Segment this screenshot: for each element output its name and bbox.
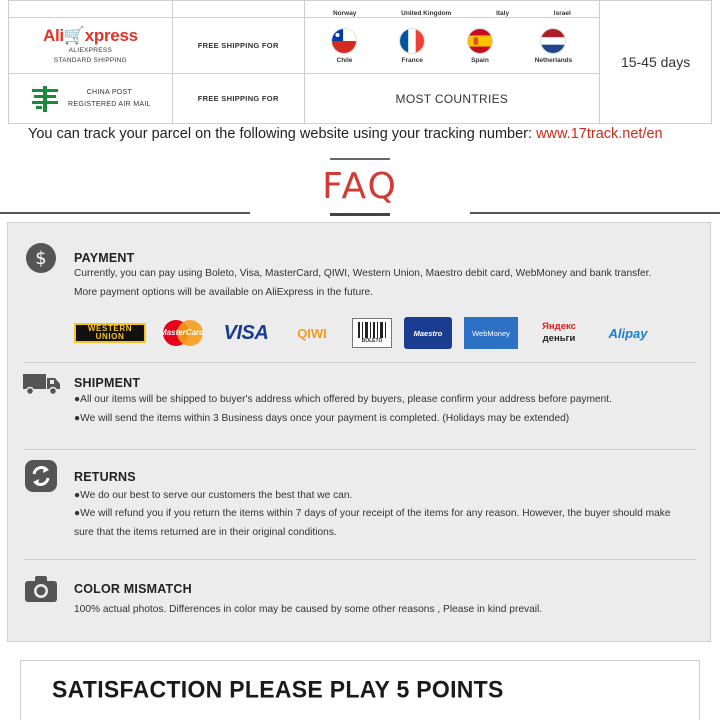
netherlands-flag-icon	[540, 28, 566, 54]
returns-title: RETURNS	[74, 470, 136, 484]
china-post-logo-icon	[30, 84, 60, 114]
tracking-info: You can track your parcel on the following website using your tracking number: www.17track.net/en	[28, 126, 663, 142]
boleto-logo: BOLETO	[352, 318, 392, 348]
faq-bottom-divider	[330, 213, 390, 216]
returns-section	[8, 450, 710, 560]
flag-france: France	[399, 28, 425, 64]
barcode-icon	[357, 322, 387, 338]
shipment-line1: ●All our items will be shipped to buyer's address which offered by buyers, please confirm your address before payment.	[74, 394, 612, 405]
payment-logos	[74, 316, 674, 350]
aliexpress-logo: Ali🛒xpress	[43, 25, 138, 45]
payment-text: Currently, you can pay using Boleto, Visa, MasterCard, QIWI, Western Union, Maestro debit card, WebMoney and bank transfer. More payment options will be available on AliExpress in the future.	[74, 268, 652, 298]
aliexpress-line2: STANDARD SHIPPING	[53, 56, 128, 64]
shipment-line2: ●We will send the items within 3 Business days once your payment is completed. (Holidays may be extended)	[74, 413, 570, 424]
flag-chile: Chile	[331, 28, 357, 64]
refresh-icon	[25, 460, 57, 492]
returns-line1: ●We do our best to serve our customers the best that we can.	[74, 490, 353, 501]
camera-icon	[24, 575, 58, 603]
payment-section	[8, 223, 710, 365]
flag-spain: Spain	[467, 28, 493, 64]
faq-left-divider	[0, 212, 250, 214]
shipment-section	[8, 363, 710, 451]
satisfaction-text: SATISFACTION PLEASE PLAY 5 POINTS	[52, 675, 504, 703]
yandex-money-logo: Яндекс деньги	[542, 321, 576, 344]
maestro-logo: Maestro	[404, 317, 452, 349]
shipping-table	[8, 0, 712, 124]
flag-united-kingdom: United Kingdom	[401, 10, 452, 17]
aliexpress-line1: ALIEXPRESS	[68, 46, 113, 54]
alipay-logo: Alipay	[608, 325, 648, 341]
chile-flag-icon	[331, 28, 357, 54]
china-post-carrier	[9, 74, 173, 124]
france-flag-icon	[399, 28, 425, 54]
webmoney-logo: WebMoney	[464, 317, 518, 349]
faq-panel	[7, 222, 711, 642]
china-post-line1: CHINA POST	[86, 88, 133, 96]
returns-line2: ●We will refund you if you return the items within 7 days of your receipt of the items for any reason. However, the buyer should make sure that the items returned are in their original conditions.	[74, 508, 671, 538]
faq-right-divider	[470, 212, 720, 214]
visa-logo: VISA	[223, 321, 269, 344]
color-mismatch-title: COLOR MISMATCH	[74, 582, 192, 596]
china-post-line2: REGISTERED AIR MAIL	[68, 100, 151, 108]
mastercard-logo: MasterCard	[158, 319, 208, 347]
qiwi-logo: QIWI	[297, 325, 327, 341]
flag-italy: Italy	[496, 10, 510, 17]
shipment-title: SHIPMENT	[74, 376, 141, 390]
truck-icon	[22, 371, 62, 397]
color-mismatch-section	[8, 560, 710, 640]
aliexpress-carrier	[9, 18, 173, 74]
spain-flag-icon	[467, 28, 493, 54]
svg-text:$: $	[35, 248, 47, 269]
flag-netherlands: Netherlands	[535, 28, 573, 64]
flag-norway: Norway	[332, 10, 357, 17]
free-shipping-label: FREE SHIPPING FOR	[172, 18, 304, 74]
most-countries-label: MOST COUNTRIES	[304, 74, 600, 124]
flag-row-top	[305, 1, 600, 17]
dollar-icon	[25, 242, 57, 274]
tracking-link[interactable]: www.17track.net/en	[536, 126, 663, 142]
free-shipping-label-post: FREE SHIPPING FOR	[172, 74, 304, 124]
flag-israel: Israel	[553, 10, 571, 17]
delivery-time: 15-45 days	[600, 1, 712, 124]
cart-e-icon: 🛒	[63, 25, 85, 45]
faq-heading: FAQ	[322, 166, 398, 207]
faq-top-divider	[330, 158, 390, 160]
color-mismatch-text: 100% actual photos. Differences in color may be caused by some other reasons , Please in kind prevail.	[74, 604, 543, 615]
western-union-logo: WESTERN UNION	[74, 323, 146, 343]
flag-row-aliexpress	[305, 28, 600, 64]
payment-title: PAYMENT	[74, 251, 135, 265]
